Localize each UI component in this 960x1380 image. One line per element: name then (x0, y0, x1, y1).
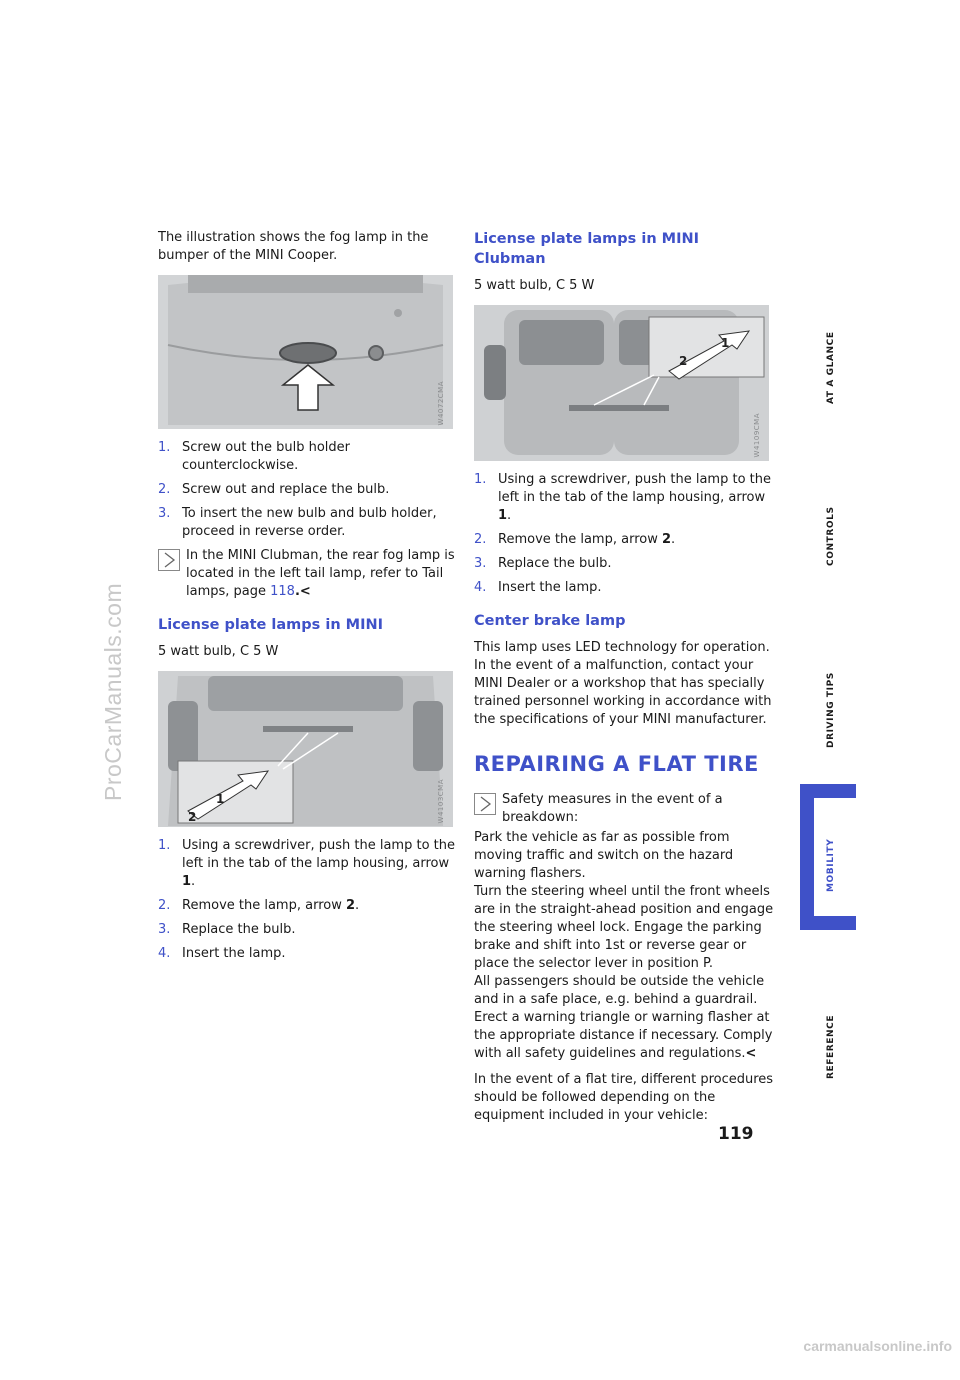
figure-code: W4109CMA (753, 412, 761, 457)
svg-text:2: 2 (679, 354, 688, 368)
flat-tire-note-body: Park the vehicle as far as possible from moving traffic and switch on the hazard warning flashers. Turn the steering wheel until the front wheels are in the straight-ahead position and engage the steering wheel lock. Engage the parking brake and shift into 1st or reverse gear or place the selector lever in position P. All passengers should be outside the vehicle and in a safe place, e.g. behind a guardrail. Erect a warning triangle or warning flasher at the appropriate distance if necessary. Comply with all safety guidelines and regulations.< (474, 830, 774, 1061)
right-column (474, 229, 774, 1133)
center-brake-text: This lamp uses LED technology for operation. In the event of a malfunction, contact your MINI Dealer or a workshop that has specially trained personnel working in accordance with the specifications of your MINI manufacturer. (474, 640, 772, 727)
fog-steps-list (158, 439, 458, 541)
fog-lamp-illustration (158, 275, 453, 429)
section-title-license-clubman: License plate lamps in MINI Clubman (474, 231, 700, 267)
nav-at-a-glance[interactable]: AT A GLANCE (826, 331, 836, 404)
nav-controls[interactable]: CONTROLS (826, 506, 836, 566)
arrow-label-1: 1 (216, 792, 225, 806)
fog-intro: The illustration shows the fog lamp in the bumper of the MINI Cooper. (158, 230, 429, 263)
list-item: 3. Replace the bulb. (158, 922, 296, 937)
license-mini-steps-list (158, 837, 458, 963)
figure-code: W4072CMA (437, 380, 445, 425)
list-item: 1. Screw out the bulb holder counterclockwise. (158, 440, 350, 473)
left-column (158, 229, 458, 969)
arrow-label-2: 2 (188, 810, 197, 824)
bulb-spec: 5 watt bulb, C 5 W (158, 644, 279, 659)
side-nav (800, 300, 860, 1380)
flat-tire-followup: In the event of a flat tire, different procedures should be followed depending on the equipment included in your vehicle: (474, 1072, 774, 1123)
list-item: 1. Using a screwdriver, push the lamp to the left in the tab of the lamp housing, arrow 1. (474, 472, 771, 523)
license-clubman-steps-list (474, 471, 774, 597)
figure-code: W4103CMA (437, 778, 445, 823)
nav-reference[interactable]: REFERENCE (826, 1014, 836, 1079)
license-mini-illustration (158, 671, 453, 827)
note-arrow-icon (158, 549, 180, 571)
watermark-left: ProCarManuals.com (100, 582, 126, 802)
page-number: 119 (718, 1124, 754, 1144)
list-item: 2. Remove the lamp, arrow 2. (158, 898, 360, 913)
section-title-license-mini: License plate lamps in MINI (158, 617, 384, 633)
list-item: 3. To insert the new bulb and bulb holder, proceed in reverse order. (158, 506, 437, 539)
nav-driving-tips[interactable]: DRIVING TIPS (826, 672, 836, 748)
page-link[interactable]: 118 (270, 584, 295, 599)
list-item: 3. Replace the bulb. (474, 556, 612, 571)
license-mini-figure (158, 671, 453, 827)
list-item: 2. Remove the lamp, arrow 2. (474, 532, 676, 547)
fog-note: In the MINI Clubman, the rear fog lamp is located in the left tail lamp, refer to Tail lamps, page 118.< (158, 547, 458, 601)
list-item: 4. Insert the lamp. (158, 946, 286, 961)
section-title-center-brake: Center brake lamp (474, 613, 626, 629)
section-title-flat-tire: REPAIRING A FLAT TIRE (474, 752, 759, 776)
license-clubman-figure (474, 305, 769, 461)
flat-tire-note: Safety measures in the event of a breakdown: (474, 791, 774, 829)
list-item: 4. Insert the lamp. (474, 580, 602, 595)
bulb-spec: 5 watt bulb, C 5 W (474, 278, 595, 293)
nav-mobility[interactable]: MOBILITY (826, 838, 836, 892)
watermark-bottom: carmanualsonline.info (803, 1338, 952, 1354)
list-item: 1. Using a screwdriver, push the lamp to the left in the tab of the lamp housing, arrow 1. (158, 838, 455, 889)
list-item: 2. Screw out and replace the bulb. (158, 482, 390, 497)
svg-text:1: 1 (721, 336, 730, 350)
license-clubman-illustration (474, 305, 769, 461)
fog-lamp-figure (158, 275, 453, 429)
note-arrow-icon (474, 793, 496, 815)
